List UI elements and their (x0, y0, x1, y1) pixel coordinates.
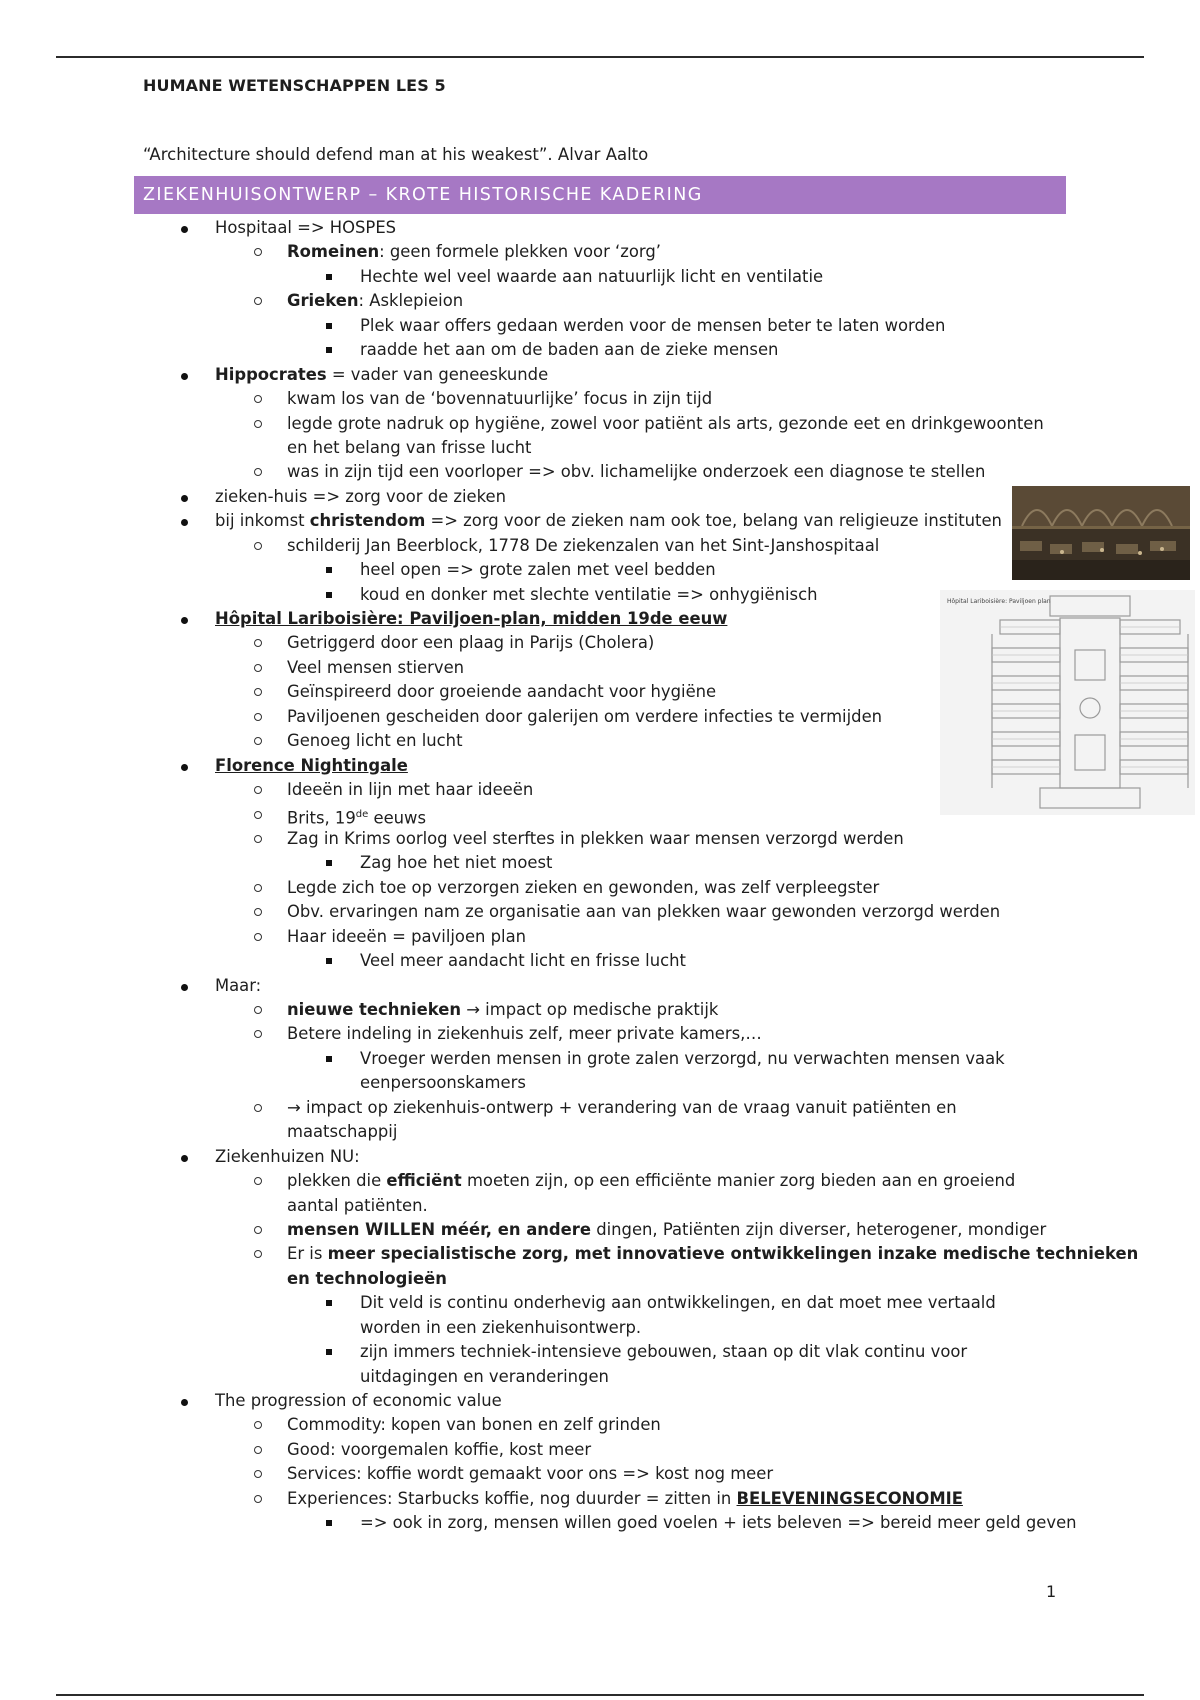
outline-item-level-2 (0, 436, 1200, 460)
bullet-icon (181, 617, 188, 624)
outline-item-text: maatschappij (287, 1122, 398, 1142)
outline-item-level-2 (0, 900, 1200, 924)
square-bullet-icon (326, 1056, 332, 1062)
outline-item-text: zijn immers techniek-intensieve gebouwen, staan op dit vlak continu voor (360, 1342, 968, 1362)
outline-item-text: Veel mensen stierven (287, 657, 465, 677)
outline-item-level-3 (0, 338, 1200, 362)
outline-item-level-2 (0, 1218, 1200, 1242)
bullet-icon (181, 1155, 188, 1162)
hollow-circle-icon (254, 1177, 262, 1185)
square-bullet-icon (326, 323, 332, 329)
outline-item-text: Brits, 19de eeuws (287, 807, 426, 827)
floor-plan-image (940, 590, 1195, 815)
outline-item-level-2 (0, 289, 1200, 313)
outline-item-text: Legde zich toe op verzorgen zieken en gewonden, was zelf verpleegster (287, 877, 880, 897)
bullet-icon (181, 764, 188, 771)
outline-item-level-1 (0, 1145, 1200, 1169)
outline-item-text: Hippocrates = vader van geneeskunde (215, 364, 549, 384)
outline-item-level-2 (0, 460, 1200, 484)
outline-item-level-2 (0, 925, 1200, 949)
outline-item-text: Getriggerd door een plaag in Parijs (Cholera) (287, 633, 655, 653)
hollow-circle-icon (254, 1470, 262, 1478)
bottom-rule (56, 1694, 1144, 1696)
hollow-circle-icon (254, 884, 262, 892)
outline-item-level-3 (0, 314, 1200, 338)
hollow-circle-icon (254, 1421, 262, 1429)
outline-item-text: => ook in zorg, mensen willen goed voelen + iets beleven => bereid meer geld geven (360, 1513, 1077, 1533)
bullet-icon (181, 519, 188, 526)
outline-item-text: heel open => grote zalen met veel bedden (360, 560, 716, 580)
outline-item-level-1 (0, 974, 1200, 998)
outline-item-level-3 (0, 949, 1200, 973)
outline-item-level-2 (0, 1487, 1200, 1511)
outline-item-text: Veel meer aandacht licht en frisse lucht (360, 951, 686, 971)
outline-item-text: The progression of economic value (215, 1391, 502, 1410)
outline-item-text: Betere indeling in ziekenhuis zelf, meer private kamers,… (287, 1024, 762, 1044)
outline-item-text: kwam los van de ‘bovennatuurlijke’ focus in zijn tijd (287, 389, 713, 409)
outline-item-text: koud en donker met slechte ventilatie => onhygiënisch (360, 584, 818, 604)
outline-item-level-2 (0, 876, 1200, 900)
outline-item-text: Florence Nightingale (215, 755, 408, 775)
hollow-circle-icon (254, 933, 262, 941)
outline-item-text: en technologieën (287, 1268, 447, 1288)
outline-item-text: Zag in Krims oorlog veel sterftes in plekken waar mensen verzorgd werden (287, 828, 904, 848)
outline-item-level-3 (0, 851, 1200, 875)
outline-item-text: uitdagingen en veranderingen (360, 1366, 609, 1386)
bullet-icon (181, 226, 188, 233)
hollow-circle-icon (254, 664, 262, 672)
outline-item-level-2 (0, 1169, 1200, 1193)
outline-item-text: aantal patiënten. (287, 1195, 428, 1215)
hollow-circle-icon (254, 1104, 262, 1112)
outline-item-text: Hospitaal => HOSPES (215, 218, 397, 237)
outline-item-text: Paviljoenen gescheiden door galerijen om verdere infecties te vermijden (287, 706, 883, 726)
outline-list (0, 216, 1200, 1536)
hollow-circle-icon (254, 395, 262, 403)
square-bullet-icon (326, 1349, 332, 1355)
outline-item-level-3 (0, 1047, 1200, 1071)
outline-item-level-2 (0, 1120, 1200, 1144)
outline-item-level-3 (0, 265, 1200, 289)
outline-item-text: Dit veld is continu onderhevig aan ontwikkelingen, en dat moet mee vertaald (360, 1293, 996, 1313)
hollow-circle-icon (254, 1446, 262, 1454)
square-bullet-icon (326, 592, 332, 598)
outline-item-text: zieken-huis => zorg voor de zieken (215, 486, 507, 506)
square-bullet-icon (326, 860, 332, 866)
outline-item-text: en het belang van frisse lucht (287, 437, 532, 457)
page-number: 1 (1046, 1582, 1057, 1601)
outline-item-level-2 (0, 827, 1200, 851)
hollow-circle-icon (254, 908, 262, 916)
outline-item-text: Good: voorgemalen koffie, kost meer (287, 1439, 592, 1459)
hollow-circle-icon (254, 639, 262, 647)
square-bullet-icon (326, 274, 332, 280)
outline-item-text: worden in een ziekenhuisontwerp. (360, 1317, 642, 1337)
section-heading: ZIEKENHUISONTWERP – KROTE HISTORISCHE KADERING (134, 176, 1066, 214)
outline-item-level-2 (0, 1242, 1200, 1266)
outline-item-text: Genoeg licht en lucht (287, 731, 463, 751)
outline-item-text: Experiences: Starbucks koffie, nog duurder = zitten in BELEVENINGSECONOMIE (287, 1488, 963, 1508)
outline-item-level-2 (0, 998, 1200, 1022)
outline-item-text: Zag hoe het niet moest (360, 853, 553, 873)
hollow-circle-icon (254, 1495, 262, 1503)
top-rule (56, 56, 1144, 58)
outline-item-text: schilderij Jan Beerblock, 1778 De ziekenzalen van het Sint-Janshospitaal (287, 535, 880, 555)
hollow-circle-icon (254, 688, 262, 696)
square-bullet-icon (326, 1300, 332, 1306)
hollow-circle-icon (254, 1226, 262, 1234)
square-bullet-icon (326, 347, 332, 353)
outline-item-level-2 (0, 1462, 1200, 1486)
outline-item-text: Services: koffie wordt gemaakt voor ons => kost nog meer (287, 1464, 774, 1484)
hollow-circle-icon (254, 737, 262, 745)
ward-painting-image (1012, 486, 1190, 580)
hollow-circle-icon (254, 248, 262, 256)
bullet-icon (181, 984, 188, 991)
outline-item-level-1 (0, 1389, 1200, 1413)
outline-item-level-2 (0, 1194, 1200, 1218)
outline-item-text: Ideeën in lijn met haar ideeën (287, 780, 534, 800)
outline-item-text: Hôpital Lariboisière: Paviljoen-plan, midden 19de eeuw (215, 609, 728, 628)
hollow-circle-icon (254, 786, 262, 794)
hollow-circle-icon (254, 835, 262, 843)
bullet-icon (181, 495, 188, 502)
floor-plan-caption: Hôpital Lariboisière: Paviljoen plan (947, 598, 1051, 605)
outline-item-text: legde grote nadruk op hygiëne, zowel voor patiënt als arts, gezonde eet en drinkgewoonten (287, 413, 1044, 433)
outline-item-text: Vroeger werden mensen in grote zalen verzorgd, nu verwachten mensen vaak (360, 1048, 1005, 1068)
outline-item-text: Hechte wel veel waarde aan natuurlijk licht en ventilatie (360, 266, 824, 286)
outline-item-text: → impact op ziekenhuis-ontwerp + verandering van de vraag vanuit patiënten en (287, 1097, 957, 1117)
outline-item-level-2 (0, 1413, 1200, 1437)
outline-item-level-2 (0, 1438, 1200, 1462)
outline-item-text: nieuwe technieken → impact op medische praktijk (287, 1000, 719, 1019)
outline-item-text: Plek waar offers gedaan werden voor de mensen beter te laten worden (360, 315, 946, 335)
outline-item-text: Commodity: kopen van bonen en zelf grinden (287, 1415, 661, 1435)
outline-item-text: Ziekenhuizen NU: (215, 1146, 360, 1166)
outline-item-text: plekken die efficiënt moeten zijn, op een efficiënte manier zorg bieden aan en groeiend (287, 1171, 1016, 1191)
outline-item-text: Geïnspireerd door groeiende aandacht voor hygiëne (287, 682, 717, 702)
outline-item-level-3 (0, 1511, 1200, 1535)
outline-item-text: mensen WILLEN méér, en andere dingen, Patiënten zijn diverser, heterogener, mondiger (287, 1219, 1047, 1239)
outline-item-text: bij inkomst christendom => zorg voor de zieken nam ook toe, belang van religieuze instituten (215, 511, 1002, 531)
outline-item-text: was in zijn tijd een voorloper => obv. lichamelijke onderzoek een diagnose te stellen (287, 462, 986, 482)
outline-item-level-1 (0, 216, 1200, 240)
outline-item-text: Obv. ervaringen nam ze organisatie aan van plekken waar gewonden verzorgd werden (287, 902, 1001, 922)
hollow-circle-icon (254, 542, 262, 550)
outline-item-level-3 (0, 1340, 1200, 1364)
outline-item-text: Er is meer specialistische zorg, met innovatieve ontwikkelingen inzake medische technieken (287, 1244, 1139, 1264)
hollow-circle-icon (254, 713, 262, 721)
outline-item-level-3 (0, 1365, 1200, 1389)
hollow-circle-icon (254, 1006, 262, 1014)
outline-item-level-1 (0, 363, 1200, 387)
document-title: HUMANE WETENSCHAPPEN LES 5 (143, 76, 446, 95)
outline-item-text: Romeinen: geen formele plekken voor ‘zorg’ (287, 242, 661, 262)
outline-item-level-2 (0, 1096, 1200, 1120)
square-bullet-icon (326, 567, 332, 573)
outline-item-text: Maar: (215, 975, 262, 995)
hollow-circle-icon (254, 1030, 262, 1038)
outline-item-level-3 (0, 1071, 1200, 1095)
hollow-circle-icon (254, 811, 262, 819)
outline-item-level-3 (0, 1291, 1200, 1315)
outline-item-text: raadde het aan om de baden aan de zieke mensen (360, 340, 779, 360)
opening-quote: “Architecture should defend man at his weakest”. Alvar Aalto (143, 145, 649, 164)
outline-item-level-3 (0, 1316, 1200, 1340)
outline-item-level-2 (0, 1267, 1200, 1291)
outline-item-text: eenpersoonskamers (360, 1073, 526, 1093)
hollow-circle-icon (254, 420, 262, 428)
outline-item-level-2 (0, 387, 1200, 411)
square-bullet-icon (326, 1520, 332, 1526)
outline-item-level-2 (0, 412, 1200, 436)
outline-item-text: Grieken: Asklepieion (287, 291, 464, 311)
outline-item-level-2 (0, 240, 1200, 264)
hollow-circle-icon (254, 468, 262, 476)
bullet-icon (181, 373, 188, 380)
hollow-circle-icon (254, 297, 262, 305)
outline-item-text: Haar ideeën = paviljoen plan (287, 926, 527, 946)
bullet-icon (181, 1399, 188, 1406)
square-bullet-icon (326, 958, 332, 964)
hollow-circle-icon (254, 1250, 262, 1258)
outline-item-level-2 (0, 1022, 1200, 1046)
